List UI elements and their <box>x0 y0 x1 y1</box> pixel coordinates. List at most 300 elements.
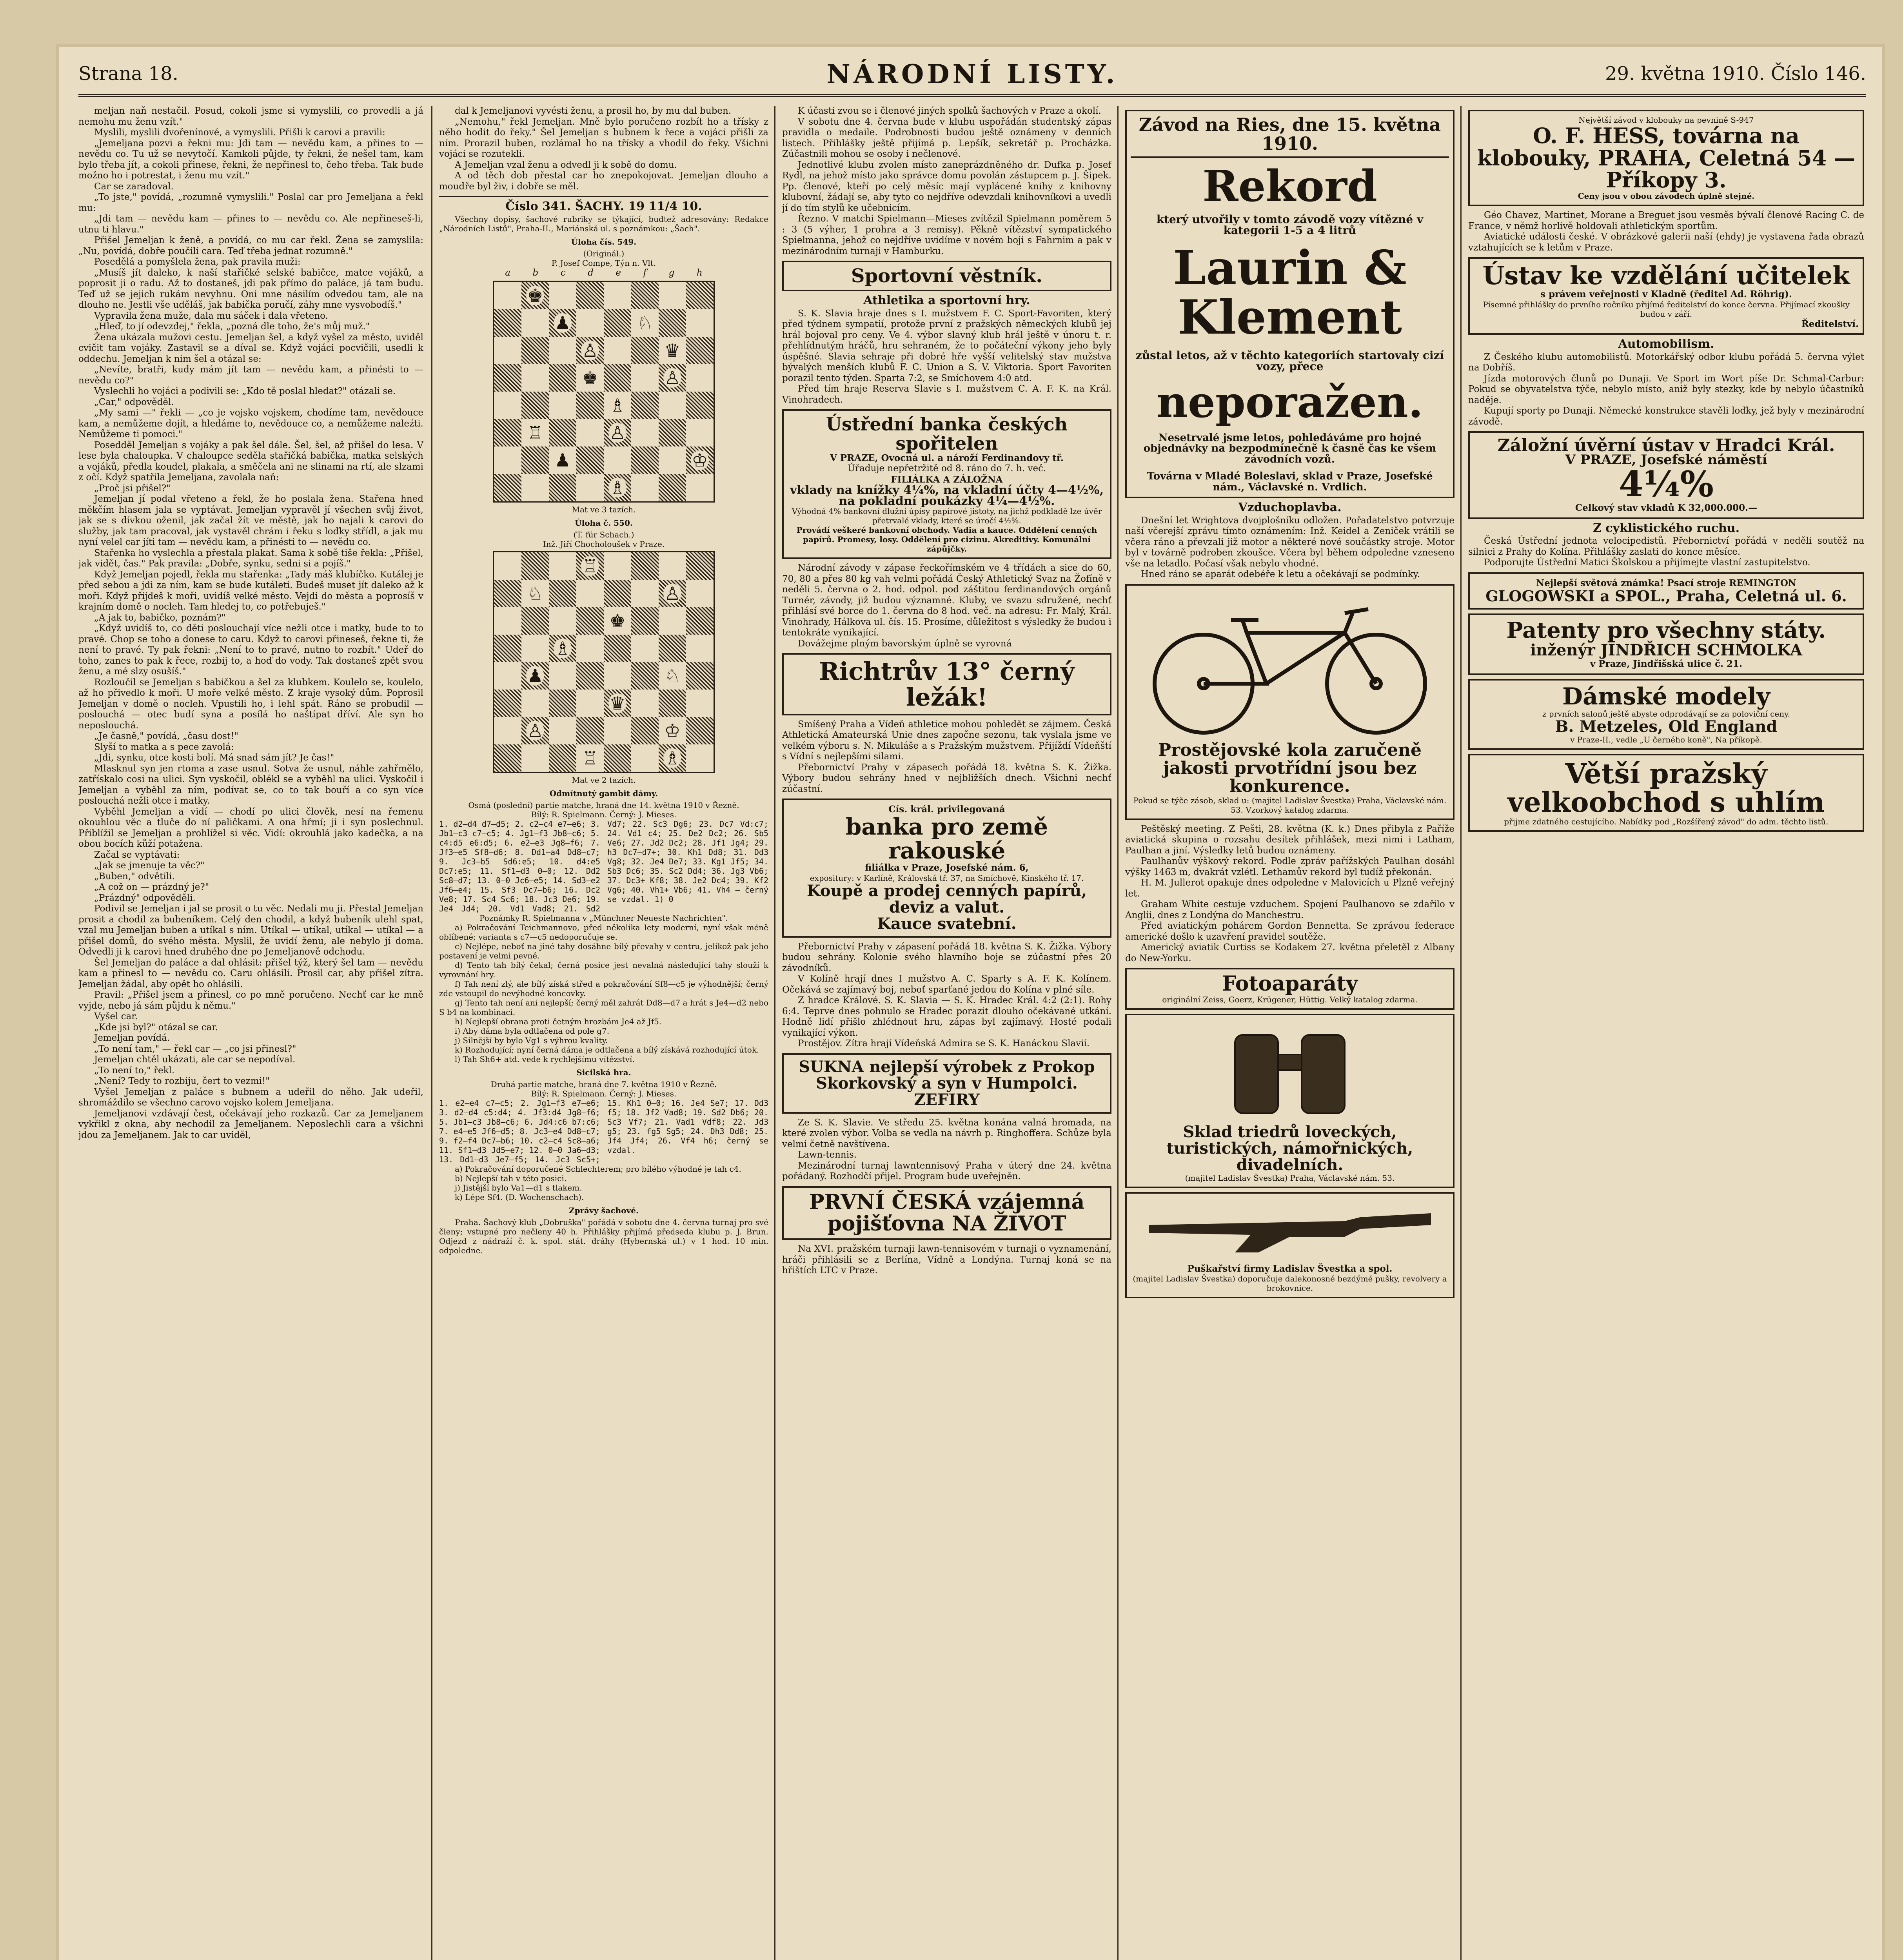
cyclist-paragraph: Česká Ústřední jednota velocipedistů. Přebornictví pořádá v neděli soutěž na silnici z Prahy do Kolína. Přihlášky zaslati do konce měsíce. <box>1468 536 1864 557</box>
auto-heading: Automobilism. <box>1618 337 1714 351</box>
board-square <box>576 607 604 635</box>
board-square <box>549 717 576 744</box>
bank2-title: banka pro země rakouské <box>845 813 1048 864</box>
bank-branches: FILIÁLKA A ZÁLOŽNA <box>891 474 1003 485</box>
chess-piece-icon: ♗ <box>609 477 626 498</box>
richter-title: Richtrův 13° černý ležák! <box>819 657 1075 711</box>
board-square <box>521 392 549 419</box>
sport-paragraph: Ze S. K. Slavie. Ve středu 25. května konána valná hromada, na které zvolen výbor. Volba se vedla na návrh p. Ringhoffera. Schůze byla velmi četně navštívena. <box>782 1117 1111 1149</box>
board-square <box>604 552 631 580</box>
story-paragraph: Jemeljanovi vzdávají čest, očekávají jeho rozkazů. Car za Jemeljanem vykřikl z okna, aby nechodil za Jemeljanem. Neposlechli cara a všichni jdou za Jemeljanem. Jak to car uviděl, <box>78 1108 423 1140</box>
board-square <box>521 309 549 337</box>
story-paragraph: „Není? Tedy to rozbiju, čert to vezmi!" <box>94 1076 270 1086</box>
game-note: g) Tento tah není ani nejlepší; černý měl zahrát Dd8—d7 a hrát s Je4—d2 nebo S b4 na kombinaci. <box>439 998 768 1017</box>
board-square <box>549 446 576 474</box>
chess-piece-icon: ♗ <box>664 748 681 769</box>
board-square <box>494 364 521 392</box>
file-label: e <box>616 267 621 278</box>
story-paragraph: Stařenka ho vyslechla a přestala plakat. Sama k sobě tiše řekla: „Přišel, jak vidět, čas." Pak pravila: „Dobře, synku, sedni si a pojíš." <box>78 548 423 569</box>
chess-intro: Všechny dopisy, šachové rubriky se týkající, budtež adresovány: Redakce „Národních Listů", Praha-II., Mariánská ul. s poznámkou: „Šach". <box>439 214 768 233</box>
chess-piece-icon: ♙ <box>582 340 598 361</box>
story-paragraph: A Jemeljan vzal ženu a odvedl ji k sobě do domu. <box>455 160 677 170</box>
story-paragraph: „Hleď, to jí odevzdej," řekla, „pozná dle toho, že's můj muž." <box>94 321 370 332</box>
board-square <box>521 282 549 309</box>
game1-notes-head: Poznámky R. Spielmanna v „Münchner Neueste Nachrichten". <box>479 913 728 923</box>
board-square <box>686 662 714 690</box>
board-square <box>659 717 686 744</box>
story-paragraph: Pravil: „Přišel jsem a přinesl, co po mně poručeno. Nechť car ke mně vyjde, nebo já sám půjdu k němu." <box>78 990 423 1011</box>
board-square <box>631 309 659 337</box>
board-square <box>659 580 686 607</box>
board-square <box>521 552 549 580</box>
news-paragraph: Aviatické události české. V obrázkové galerii naší (ehdy) je vystavena řada obrazů vztahujících se k letům v Praze. <box>1468 232 1864 253</box>
story-paragraph: „Musíš jít daleko, k naší stařičké selské babičce, matce vojáků, a poprosit ji o radu. Až to dostaneš, jdi pak přímo do paláce, já tam budu. Teď už se jejich rukám nevyhnu. Oni mne násilím odvedou tam, ale na dlouho ne. Jestli vše uděláš, jak babička poručí, záhy mne vysvobodíš." <box>78 267 423 310</box>
neporazen: neporažen. <box>1156 377 1424 428</box>
chess-board-2 <box>493 551 715 773</box>
board-square <box>549 635 576 662</box>
aviation-paragraph: Graham White cestuje vzduchem. Spojení Paulhanovo se zdařilo v Anglii, dnes z Londýna do Manchestru. <box>1125 899 1454 920</box>
board-square <box>604 419 631 446</box>
board-square <box>549 282 576 309</box>
story-paragraph: Slyší to matka a s pece zavolá: <box>94 742 234 752</box>
story-paragraph: „Car," odpověděl. <box>94 397 174 407</box>
rifle-illustration <box>1141 1198 1439 1260</box>
file-label: h <box>696 267 703 278</box>
chess-piece-icon: ♘ <box>527 583 543 604</box>
sport-paragraph: S. K. Slavia hraje dnes s I. mužstvem F. C. Sport-Favoriten, který před týdnem sympatií, protože první z pražských německých klubů jej hrál bojoval pro ceny. Ve 4. výbor slavný klub hrál ještě v únoru t. r. přehlídnutým hráčů, hru sehraném, že to počáteční výkony jeho byly úspěšné. Slavia sehraje při dobré hře vyšší velitelský stav mužstva bývalých menších klubů F. C. Union a S. V. Viktoria. Sport Favoriten porazil tento týden. Sparta 7:2, se Smíchovem 4:0 atd. <box>782 308 1111 383</box>
board-square <box>494 392 521 419</box>
patent-name: inženýr JINDŘICH SCHMOLKA <box>1530 641 1803 660</box>
hess-name: O. F. HESS, továrna na klobouky, PRAHA, Celetná 54 — Příkopy 3. <box>1477 123 1856 193</box>
game-note: b) Nejlepší tah v této posici. <box>455 1174 567 1183</box>
story-paragraph: Vyšel car. <box>94 1011 138 1022</box>
board-square <box>521 474 549 501</box>
bank2-head: Cís. král. privilegovaná <box>888 804 1005 815</box>
column-rule <box>1117 106 1119 1960</box>
aviation-paragraph: H. M. Jullerot opakuje dnes odpoledne v Malovicích u Plzně veřejný let. <box>1125 878 1454 899</box>
masthead: NÁRODNÍ LISTY. <box>826 59 1118 89</box>
board-square <box>659 690 686 717</box>
chess-piece-icon: ♚ <box>609 610 626 632</box>
remington-ad <box>1468 572 1864 610</box>
board-square <box>576 580 604 607</box>
chess-piece-icon: ♘ <box>637 312 653 334</box>
auto-paragraph: Jízda motorových člunů po Dunaji. Ve Sport im Wort píše Dr. Schmal-Carbur: Pokud se obyvatelstva týče, nebylo místo, aniž byly stezky, kde by nebylo účastníků naděje. <box>1468 373 1864 405</box>
story-paragraph: „Jdi, synku, otce kosti bolí. Má snad sám jít? Je čas!" <box>94 753 334 763</box>
board-square <box>631 446 659 474</box>
board-square <box>576 662 604 690</box>
kolo-title: Prostějovské kola zaručeně jakosti prvotřídní jsou bez konkurence. <box>1158 740 1422 797</box>
game-note: a) Pokračování doporučené Schlechterem; pro bílého výhodné je tah c4. <box>455 1164 741 1174</box>
aviation-paragraph: Americký aviatik Curtiss se Kodakem 27. května přeletěl z Albany do New-Yorku. <box>1125 942 1454 964</box>
insurance-title: PRVNÍ ČESKÁ vzájemná pojišťovna NA ŽIVOT <box>809 1190 1085 1236</box>
chess-club-paragraph: Jednotlivé klubu zvolen místo zaneprázdněného dr. Dufka p. Josef Rydl, na jehož místo jako správce domu povolán zástupcem p. J. Šipek. Pp. členové, kteří po celý měsíc mají vyplácené knihy z knihovny klubovní, žádají se, aby tyto co nejdříve odevzdali knihovníkovi a uvedli jí do tím stylů ke učebnicím. <box>782 160 1111 213</box>
problem1-author: P. Josef Compe, Týn n. Vlt. <box>551 258 656 268</box>
kolo-text: Pokud se týče zásob, sklad u: (majitel Ladislav Švestka) Praha, Václavské nám. 53. Vzorkový katalog zdarma. <box>1133 795 1447 815</box>
column-story <box>78 106 423 1960</box>
board1-files <box>494 268 714 279</box>
board-square <box>521 690 549 717</box>
story-paragraph: Vypravila žena muže, dala mu sáček i dala vřeteno. <box>94 310 328 321</box>
board-square <box>549 337 576 364</box>
patent-ad <box>1468 613 1864 675</box>
board-square <box>521 364 549 392</box>
story-paragraph: „A jak to, babičko, poznám?" <box>94 612 226 623</box>
chess-piece-icon: ♚ <box>527 285 543 306</box>
hess-top: Největší závod v klobouky na pevnině S-947 <box>1578 115 1754 125</box>
bank-text: Výhodná 4% bankovní dlužní úpisy papírové jistoty, na jichž podkladě lze úvěr přetrvalé vklady, které se úročí 4½%. <box>792 506 1102 526</box>
remington-title: Nejlepší světová známka! Psací stroje REMINGTON <box>1536 577 1796 588</box>
board-square <box>631 364 659 392</box>
bank2-ad <box>782 799 1111 938</box>
game-note: k) Lépe Sf4. (D. Wochenschach). <box>455 1192 584 1202</box>
story-paragraph: „Buben," odvětili. <box>94 871 175 882</box>
sukna-ad <box>782 1053 1111 1114</box>
bicycle-illustration <box>1131 590 1449 739</box>
game-note: j) Jistější bylo Va1—d1 s tlakem. <box>455 1183 582 1192</box>
patent-title: Patenty pro všechny státy. <box>1506 617 1826 644</box>
uhli-ad <box>1468 754 1864 832</box>
chess-piece-icon: ♔ <box>664 720 681 741</box>
triedr-title: Sklad triedrů loveckých, turistických, námořnických, divadelních. <box>1166 1123 1413 1174</box>
board-square <box>604 635 631 662</box>
board-square <box>576 309 604 337</box>
board-square <box>494 552 521 580</box>
column-misc <box>1468 106 1864 1960</box>
story-paragraph: Myslili, myslili dvořenínové, a vymyslili. Přišli k carovi a pravili: <box>94 127 385 138</box>
chess-piece-icon: ♗ <box>609 395 626 416</box>
story-paragraph: Car se zaradoval. <box>94 181 174 192</box>
board-square <box>576 552 604 580</box>
board-square <box>521 337 549 364</box>
board-square <box>686 337 714 364</box>
board-square <box>521 580 549 607</box>
story-paragraph: Žena ukázala mužovi cestu. Jemeljan šel, a když vyšel za město, uviděl cvičit tam vojáky. Zastavil se a díval se. Když vojáci pocvičili, usedli k oddechu. Jemeljan k nim šel a otázal se: <box>78 332 423 364</box>
chess-piece-icon: ♔ <box>692 450 708 471</box>
board-square <box>494 690 521 717</box>
uhli-title: Větší pražský velkoobchod s uhlím <box>1507 757 1825 819</box>
board-square <box>549 419 576 446</box>
board-square <box>494 607 521 635</box>
problem2-title: Úloha č. 550. <box>575 518 633 528</box>
board-square <box>521 607 549 635</box>
bank-services: Provádí veškeré bankovní obchody. Vadia a kauce. Oddělení cenných papírů. Promesy, losy. Oddělení pro cizinu. Akreditivy. Komunální zápůjčky. <box>796 525 1097 554</box>
board-square <box>576 364 604 392</box>
problem1-sub: (Originál.) <box>583 249 625 258</box>
sport-paragraph: Přebornictví Prahy v zápasení pořádá 18. května S. K. Žižka. Výbory budou sehrány. Kolonie svého hlavního boje se zúčastní přes 20 závodníků. <box>782 941 1111 973</box>
board-square <box>494 446 521 474</box>
story-paragraph: A od těch dob přestal car ho znepokojovat. Jemeljan dlouho a moudře byl živ, i dobře se měl. <box>439 171 768 192</box>
board-square <box>604 474 631 501</box>
game-note: c) Nejlépe, neboť na jiné tahy dosáhne bílý převahy v centru, jelikož pak jeho postavení je velmi pevné. <box>439 942 768 960</box>
sport-paragraph: Smíšený Praha a Vídeň athletice mohou pohledět se zájmem. Česká Athletická Amateurská Unie dnes započne sezonu, tak vyslala jsme ve velkém výboru s. N. Mikuláše a s Pražským mužstvem. Přijíždí Vídeňští s Vídní s nejlepšími silami. <box>782 719 1111 762</box>
aviation-heading: Vzduchoplavba. <box>1238 501 1342 515</box>
bank-rates: vklady na knížky 4¼%, na vkladní účty 4—4½%, na pokladní poukázky 4¼—4½%. <box>790 483 1104 508</box>
story-paragraph: Rozloučil se Jemeljan s babičkou a šel za klubkem. Koulelo se, koulelo, až ho přivedlo k moři. U moře velké město. Z kraje vysoký dům. Poprosil Jemeljan v domě o nocleh. Vpustili ho, i lehl spát. Ráno se probudil — poslouchá — otec budí syna a posílá ho naštípat dříví. Ale syn ho neposlouchá. <box>78 677 423 731</box>
board-square <box>549 309 576 337</box>
triedr-text: (majitel Ladislav Švestka) Praha, Václavské nám. 53. <box>1185 1173 1395 1183</box>
sport-paragraph: Mezinárodní turnaj lawntennisový Praha v úterý dne 24. května pořádaný. Rozhodčí přijel. Program bude uveřejněn. <box>782 1160 1111 1182</box>
board-square <box>659 635 686 662</box>
board-square <box>494 580 521 607</box>
board-square <box>631 474 659 501</box>
ustav-ad <box>1468 257 1864 335</box>
problem2-sub: (T. für Schach.) <box>573 530 634 539</box>
board-square <box>521 717 549 744</box>
ustav-title: Ústav ke vzdělání učitelek <box>1482 261 1850 291</box>
chess-heading: Číslo 341. ŠACHY. 19 11/4 10. <box>505 200 702 213</box>
chess-piece-icon: ♟ <box>527 665 543 686</box>
story-paragraph: „Nemohu," řekl Jemeljan. Mně bylo poručeno rozbít ho a třísky z něho hodit do řeky." Šel Jemeljan s bubnem k řece a vojáci přišli za ním. Prorazil buben, rozlámal ho na třísky a vhodil do řeky. Všichni vojáci se rozutekli. <box>439 116 768 159</box>
story-paragraph: Posedělá a pomyšlela žena, pak pravila muži: <box>94 257 301 267</box>
bicycle-ad <box>1125 584 1454 820</box>
sport-heading: Sportovní věstník. <box>851 265 1043 287</box>
athletics-heading: Athletika a sportovní hry. <box>863 294 1030 308</box>
bank-hours: Úřaduje nepřetržitě od 8. ráno do 7. h. več. <box>847 463 1046 474</box>
column-sport <box>782 106 1111 1960</box>
board-square <box>549 690 576 717</box>
column-chess <box>439 106 768 1960</box>
game-note: i) Aby dáma byla odtlačena od pole g7. <box>455 1026 610 1036</box>
board-square <box>631 552 659 580</box>
aviation-paragraph: Peštěský meeting. Z Pešti, 28. května (K. k.) Dnes přibyla z Paříže aviatická skupina o rozsahu desítek přihlášek, mezi nimi i Latham, Paulhan a jiní. Výsledky letů budou oznámeny. <box>1125 824 1454 856</box>
problem1-title: Úloha čís. 549. <box>571 237 637 247</box>
board-square <box>631 744 659 772</box>
game-note: f) Tah není zlý, ale bílý získá střed a pokračování Sf8—c5 je výhodnější; černý zde vstoupil do nevýhodné koncovky. <box>439 979 768 998</box>
story-paragraph: Vyběhl Jemeljan a vidí — chodí po ulici člověk, nesí na řemenu okouhlou věc a tluče do ní paličkami. A ona hřmí; ji i syn poslechnul. Přiblížil se Jemeljan a prohlížel si věc. Vidí: okrouhlá jako kadečka, a na obou bocích kůží potažena. <box>78 806 423 849</box>
board-square <box>604 337 631 364</box>
board-square <box>686 419 714 446</box>
richter-ad <box>782 653 1111 715</box>
story-paragraph: Začal se vyptávati: <box>94 849 180 860</box>
game1-heading: Odmítnutý gambit dámy. <box>549 789 658 798</box>
neporazen-text: Nesetrvalé jsme letos, pohledáváme pro hojné objednávky na bezpodmínečně k časně čas ke všem závodních vozů. <box>1143 432 1436 465</box>
laurin-klement-ad <box>1125 110 1454 498</box>
board-square <box>576 474 604 501</box>
eng-name: B. Metzeles, Old England <box>1555 717 1778 736</box>
board-square <box>686 282 714 309</box>
story-paragraph: Podivil se Jemeljan i jal se prosit o tu věc. Nedali mu ji. Přestal Jemeljan prosit a chodil za bubeníkem. Celý den chodil, a když bubeník ulehl spat, vzal mu Jemeljan buben a utíkal s ním. Utíkal — utíkal, utíkal — utíkal — a přišel domů, do svého města. Myslil, že uvidí ženu, ale nebylo jí doma. Odvedli ji k carovi hned druhého dne po Jemeljanově odchodu. <box>78 904 423 957</box>
board-square <box>631 635 659 662</box>
chess-piece-icon: ♖ <box>527 422 543 443</box>
story-paragraph: „Je časně," povídá, „času dost!" <box>94 731 238 741</box>
chess-club-paragraph: V sobotu dne 4. června bude v klubu uspořádán studentský zápas pravidla o medaile. Podrobnosti budou ještě oznámeny v denních listech. Přihlášky ještě přijímá p. Lepšík, sekretář p. Procházka. Zúčastnili mohou se osoby i nečlenové. <box>782 116 1111 159</box>
board-square <box>494 635 521 662</box>
rekord-title: Rekord <box>1202 160 1377 211</box>
ustav-sign: Ředitelství. <box>1801 318 1859 329</box>
board-square <box>686 635 714 662</box>
foto-title: Fotoaparáty <box>1222 972 1358 996</box>
sport-paragraph: Prostějov. Zítra hrají Vídeňská Admira se S. K. Hanáckou Slavií. <box>798 1038 1090 1049</box>
board-square <box>631 690 659 717</box>
story-paragraph: meljan naň nestačil. Posud, cokoli jsme si vymyslili, co provedli a já nemohu mu ženu vzít." <box>78 106 423 127</box>
game1-moves: 1. d2—d4 d7—d5; 2. c2—c4 e7—e6; 3. Jb1—c3 c7—c5; 4. Jg1—f3 Jb8—c6; 5. c4:d5 e6:d5; 6. e2—e3 Jg8—f6; 7. Jf3—e5 Sf8—d6; 8. Dd1—a4 Dd8—c7; 9. Jc3—b5 Sd6:e5; 10. d4:e5 Dc7:e5; 11. Sf1—d3 0—0; 12. Dd2 Sc8—d7; 13. 0—0 Jc6—e5; 14. Sd3—e2 Jf6—e4; 15. Sf3 Dc7—b6; 16. Dc2 Ve8; 17. Sc4 Sc6; 18. Jc3 De6; 19. Je4 Jd4; 20. Vd1 Vad8; 21. Sd2 Vd7; 22. Sc3 Dg6; 23. Dc7 Vd:c7; 24. Vd1 c4; 25. De2 Dc2; 26. Sb5 Ve6; 27. Jd2 Dc2; 28. Jf1 Jg4; 29. h3 Dc7—d7+; 30. Kh1 Dd8; 31. Dd3 Vg8; 32. Je4 De7; 33. Kg1 Jf5; 34. Sb3 Dc6; 35. Sc2 Dd4; 36. Jg3 Vb6; 37. Dc3+ Kf8; 38. Je2 Dc4; 39. Kf2 Vg6; 40. Vh1+ Vb6; 41. Vh4 — černý se vzdal. 1) 0 <box>439 819 768 913</box>
column-rule <box>431 106 432 1960</box>
board-square <box>686 364 714 392</box>
aviation-paragraph: Před aviatickým pohárem Gordon Bennetta. Se zprávou federace americké došlo k uzavření pravidel soutěže. <box>1125 921 1454 942</box>
laurin-klement: Laurin & Klement <box>1173 240 1407 345</box>
hess-sub: Ceny jsou v obou závodech úplně stejné. <box>1578 191 1755 201</box>
file-label: c <box>560 267 566 278</box>
board-square <box>659 662 686 690</box>
board-square <box>494 662 521 690</box>
story-paragraph: Přišel Jemeljan k ženě, a povídá, co mu car řekl. Žena se zamyslila: „Nu, povídá, dobře poučili cara. Teď třeba jednat rozumně." <box>78 235 423 256</box>
board-square <box>576 635 604 662</box>
board-square <box>686 580 714 607</box>
bank-sub: V PRAZE, Ovocná ul. a nároží Ferdinandovy tř. <box>830 452 1064 463</box>
chess-news: Praha. Šachový klub „Dobruška" pořádá v sobotu dne 4. června turnaj pro své členy; vstupné pro nečleny 40 h. Přihlášky přijímá předseda klubu p. J. Brun. Odjezd z nádraží č. k. spol. stát. dráhy (Hybernská ul.) v 1 hod. 10 min. odpoledne. <box>439 1218 768 1255</box>
board-square <box>549 744 576 772</box>
game-note: a) Pokračování Teichmannovo, před několika lety moderní, nyní však méně oblíbené; varianta s c7—c5 nedoporučuje se. <box>439 923 768 942</box>
pusky-text: (majitel Ladislav Švestka) doporučuje dalekonosné bezdýmé pušky, revolvery a brokovnice. <box>1133 1274 1447 1293</box>
bank-title: Ústřední banka českých spořitelen <box>826 414 1068 454</box>
aviation-paragraph: Hned ráno se aparát odebéře k letu a očekávají se podmínky. <box>1141 569 1420 580</box>
story-paragraph: „Prázdný" odpověděli. <box>94 893 196 903</box>
board-square <box>576 744 604 772</box>
board-square <box>494 309 521 337</box>
story-paragraph: Vyšel Jemeljan z paláce s bubnem a udeřil do něho. Jak udeřil, shromáždilo se všechno carovo vojsko kolem Jemeljana. <box>78 1087 423 1108</box>
story-paragraph: „Proč jsi přišel?" <box>94 483 171 494</box>
chess-piece-icon: ♙ <box>664 367 681 388</box>
sport-paragraph: Dovážejme plným bavorským úplně se vyrovná <box>798 638 1012 649</box>
cyclist-heading: Z cyklistického ruchu. <box>1592 521 1740 535</box>
page-header <box>78 59 1866 97</box>
ustav-sub: s právem veřejnosti v Kladně (ředitel Ad. Röhrig). <box>1540 289 1792 300</box>
board-square <box>631 607 659 635</box>
board-square <box>549 552 576 580</box>
board-square <box>604 690 631 717</box>
glogowski: GLOGOWSKI a SPOL., Praha, Celetná ul. 6. <box>1485 587 1847 605</box>
board-square <box>631 580 659 607</box>
bank2-exp: expositury: v Karlíně, Královská tř. 37, na Smíchově, Kinského tř. 17. <box>810 873 1084 883</box>
board-square <box>631 282 659 309</box>
file-label: b <box>532 267 539 278</box>
story-paragraph: „To není to," řekl. <box>94 1065 175 1076</box>
board-square <box>604 309 631 337</box>
board-square <box>576 392 604 419</box>
file-label: g <box>668 267 675 278</box>
problem2-caption: Mat ve 2 tazích. <box>572 775 636 785</box>
story-paragraph: „Jdi tam — nevědu kam — přines to — nevědu co. Ale nepřineseš-li, utnu ti hlavu." <box>78 214 423 235</box>
chess-board-1 <box>493 281 715 503</box>
game1-sub: Osmá (poslední) partie matche, hraná dne 14. května 1910 v Řezně. <box>468 800 739 810</box>
board-square <box>549 392 576 419</box>
patent-addr: v Praze, Jindřišská ulice č. 21. <box>1590 659 1743 670</box>
board-square <box>686 607 714 635</box>
story-paragraph: Posedděl Jemeljan s vojáky a pak šel dále. Šel, šel, až přišel do lesa. V lese byla chaloupka. V chaloupce seděla stařičká babička, matka selských a vojáků, předla koudel, plakala, a směčela ani ne slinami na rtí, ale slzami z očí. Když spatřila Jemeljana, zavolala naň: <box>78 440 423 483</box>
board-square <box>686 474 714 501</box>
board-square <box>549 364 576 392</box>
bank-ad <box>782 409 1111 559</box>
board-square <box>686 392 714 419</box>
board-square <box>604 607 631 635</box>
board-square <box>494 744 521 772</box>
foto-ad <box>1125 968 1454 1010</box>
board-square <box>604 580 631 607</box>
chess-piece-icon: ♟ <box>554 450 571 471</box>
story-paragraph: „Jemeljana pozvi a řekni mu: Jdi tam — nevědu kam, a přines to — nevědu co. Tu už se nevytočí. Kamkoli půjde, ty řekni, že nešel tam, kam bylo třeba jít, a cokoli přinese, řekni, že nepřinesl to, čeho třeba. Tak bude možno ho i potrestat, i ženu mu vzít." <box>78 138 423 181</box>
sport-paragraph: Národní závody v zápase řeckořímském ve 4 třídách a sice do 60, 70, 80 a přes 80 kg vah velmi pořádá Český Athletický Svaz na Žofíně v neděli 5. června o 2. hod. odpol. pod záštitou ferdinandových orgánů Turnér, závody, již budou významné. Kluby, ve svazu sdružené, nechť přihlásí své borce do 1. června do 8 hod. več. na adresu: Fr. Malý, Král. Vinohrady, Hálkova ul. čís. 15. Prosíme, důležitost s výsledky že budou i tentokráte vynikající. <box>782 563 1111 638</box>
game-note: d) Tento tah bílý čekal; černá posice jest nevalná následující tahy slouží k vyrovnání hry. <box>439 960 768 979</box>
bank2-kauce: Kauce svatební. <box>877 914 1017 933</box>
zalozna-praha: V PRAZE, Josefské náměstí <box>1565 452 1767 468</box>
chess-piece-icon: ♙ <box>664 583 681 604</box>
story-paragraph: „To jste," povídá, „rozumně vymyslili." Poslal car pro Jemeljana a řekl mu: <box>78 192 423 213</box>
auto-paragraph: Kupují sporty po Dunaji. Německé konstrukce stavěli loďky, jež byly v mezinárodní závodě. <box>1468 406 1864 427</box>
aviation-paragraph: Paulhanův výškový rekord. Podle zpráv pařížských Paulhan dosáhl výšky 1463 m, dvakrát vzlétl. Lethamův rekord byl tudíž překonán. <box>1125 856 1454 877</box>
game2-heading: Sicilská hra. <box>576 1068 631 1077</box>
board-square <box>659 419 686 446</box>
zalozna-title: Záložní úvěrní ústav v Hradci Král. <box>1497 436 1835 456</box>
board-square <box>604 717 631 744</box>
board-square <box>521 744 549 772</box>
game-note: j) Silnější by bylo Vg1 s výhrou kvality. <box>455 1036 608 1045</box>
game-note: l) Tah Sh6+ atd. vede k rychlejšímu vítězství. <box>455 1054 635 1064</box>
board-square <box>604 446 631 474</box>
board-square <box>659 446 686 474</box>
triedr-ad <box>1125 1014 1454 1189</box>
board-square <box>686 552 714 580</box>
board-square <box>686 744 714 772</box>
board-square <box>604 364 631 392</box>
binoculars-illustration <box>1208 1019 1372 1121</box>
board-square <box>576 337 604 364</box>
story-paragraph: „A což on — prázdný je?" <box>94 882 209 892</box>
sukna-text: SUKNA nejlepší výrobek z Prokop Skorkovský a syn v Humpolci. ZEFIRY <box>799 1057 1095 1109</box>
board-square <box>494 419 521 446</box>
cyclist-paragraph: Podporujte Ústřední Matici Školskou a přijímejte vlastní zastupitelstvo. <box>1484 557 1810 568</box>
sport-paragraph: Před tím hraje Reserva Slavie s I. mužstvem C. A. F. K. na Král. Vinohradech. <box>782 384 1111 405</box>
board-square <box>659 337 686 364</box>
chess-piece-icon: ♙ <box>609 422 626 443</box>
story-paragraph: „Když uvidíš to, co děti poslouchají více nežli otce i matky, bude to to pravé. Chop se toho a donese to caru. Když to carovi přineseš, řekne ti, že není to pravé. Ty pak řekni: „Není to to pravé, nutno to rozbít." Udeř do toho, zanes to pak k řece, rozbij to, a hoď do vody. Tak dostaneš zpět svou ženu, a mé slzy osušíš." <box>78 623 423 677</box>
board-square <box>659 364 686 392</box>
chess-club-paragraph: Řezno. V matchi Spielmann—Mieses zvítězil Spielmann poměrem 5 : 3 (5 výher, 1 prohra a 3 remisy). Pěkně vítězství sympatického Spielmanna, jehož co nejdříve uvidíme v novém boji s Fahrnim a pak v mezinárodním turnaji v Hamburku. <box>782 214 1111 256</box>
bank2-buy: Koupě a prodej cenných papírů, deviz a valut. <box>806 881 1087 916</box>
board-square <box>659 309 686 337</box>
sport-paragraph: Z hradce Králové. S. K. Slavia — S. K. Hradec Král. 4:2 (2:1). Rohy 6:4. Teprve dnes pohnulo se Hradec porazit dlouho očekávané utkání. Hodně lidí přišlo zhlédnout hru, zápas byl zajímavý. Hosté podali vynikající výkon. <box>782 995 1111 1038</box>
aviation-paragraph: Dnešní let Wrightova dvojplošníku odložen. Pořadatelstvo potvrzuje naší včerejší zprávu tímto oznámením: Inž. Keidel a Zeniček vrátili se včera ráno a převzali již motor a některé nové součástky stroje. Motor byl v továrně podroben zkoušce. Včera byl během odpoledne vzneseno vše na letadlo. Počasí však nebylo vhodné. <box>1125 515 1454 569</box>
file-label: f <box>643 267 647 278</box>
hess-ad <box>1468 110 1864 206</box>
game2-sub: Druhá partie matche, hraná dne 7. května 1910 v Řezně. <box>490 1080 717 1089</box>
board-square <box>686 717 714 744</box>
board-square <box>686 446 714 474</box>
board-square <box>604 662 631 690</box>
story-paragraph: Vyslechli ho vojáci a podivili se: „Kdo tě poslal hledat?" otázali se. <box>94 386 396 396</box>
game2-players: Bílý: R. Spielmann. Černý: J. Mieses. <box>531 1089 677 1098</box>
board-square <box>549 580 576 607</box>
problem1-caption: Mat ve 3 tazích. <box>572 505 636 514</box>
board-square <box>521 446 549 474</box>
game1-players: Bílý: R. Spielmann. Černý: J. Mieses. <box>531 810 677 819</box>
board-square <box>631 717 659 744</box>
board-square <box>576 446 604 474</box>
issue-date: 29. května 1910. Číslo 146. <box>1605 63 1866 85</box>
chess-piece-icon: ♙ <box>527 720 543 741</box>
board-square <box>494 337 521 364</box>
chess-news-heading: Zprávy šachové. <box>569 1206 639 1215</box>
board-square <box>549 607 576 635</box>
story-paragraph: „Kde jsi byl?" otázal se car. <box>94 1022 218 1033</box>
story-paragraph: Mlasknul syn jen rtoma a zase usnul. Sotva že usnul, náhle zahřmělo, zatřískalo cosi na ulici. Syn vyskočil, oblékl se a vyběhl na ulici. Vyskočil i Jemeljan a vyběhl za ním, podívat se, co to tak bouří a co syn více poslouchá nežli otce i matky. <box>78 763 423 806</box>
board-square <box>576 419 604 446</box>
board-square <box>494 717 521 744</box>
story-paragraph: „To není tam," — řekl car — „co jsi přinesl?" <box>94 1044 296 1054</box>
board-square <box>604 744 631 772</box>
file-label: a <box>505 267 510 278</box>
lk-text: zůstal letos, až v těchto kategoriích startovaly cizí vozy, přece <box>1135 349 1444 373</box>
